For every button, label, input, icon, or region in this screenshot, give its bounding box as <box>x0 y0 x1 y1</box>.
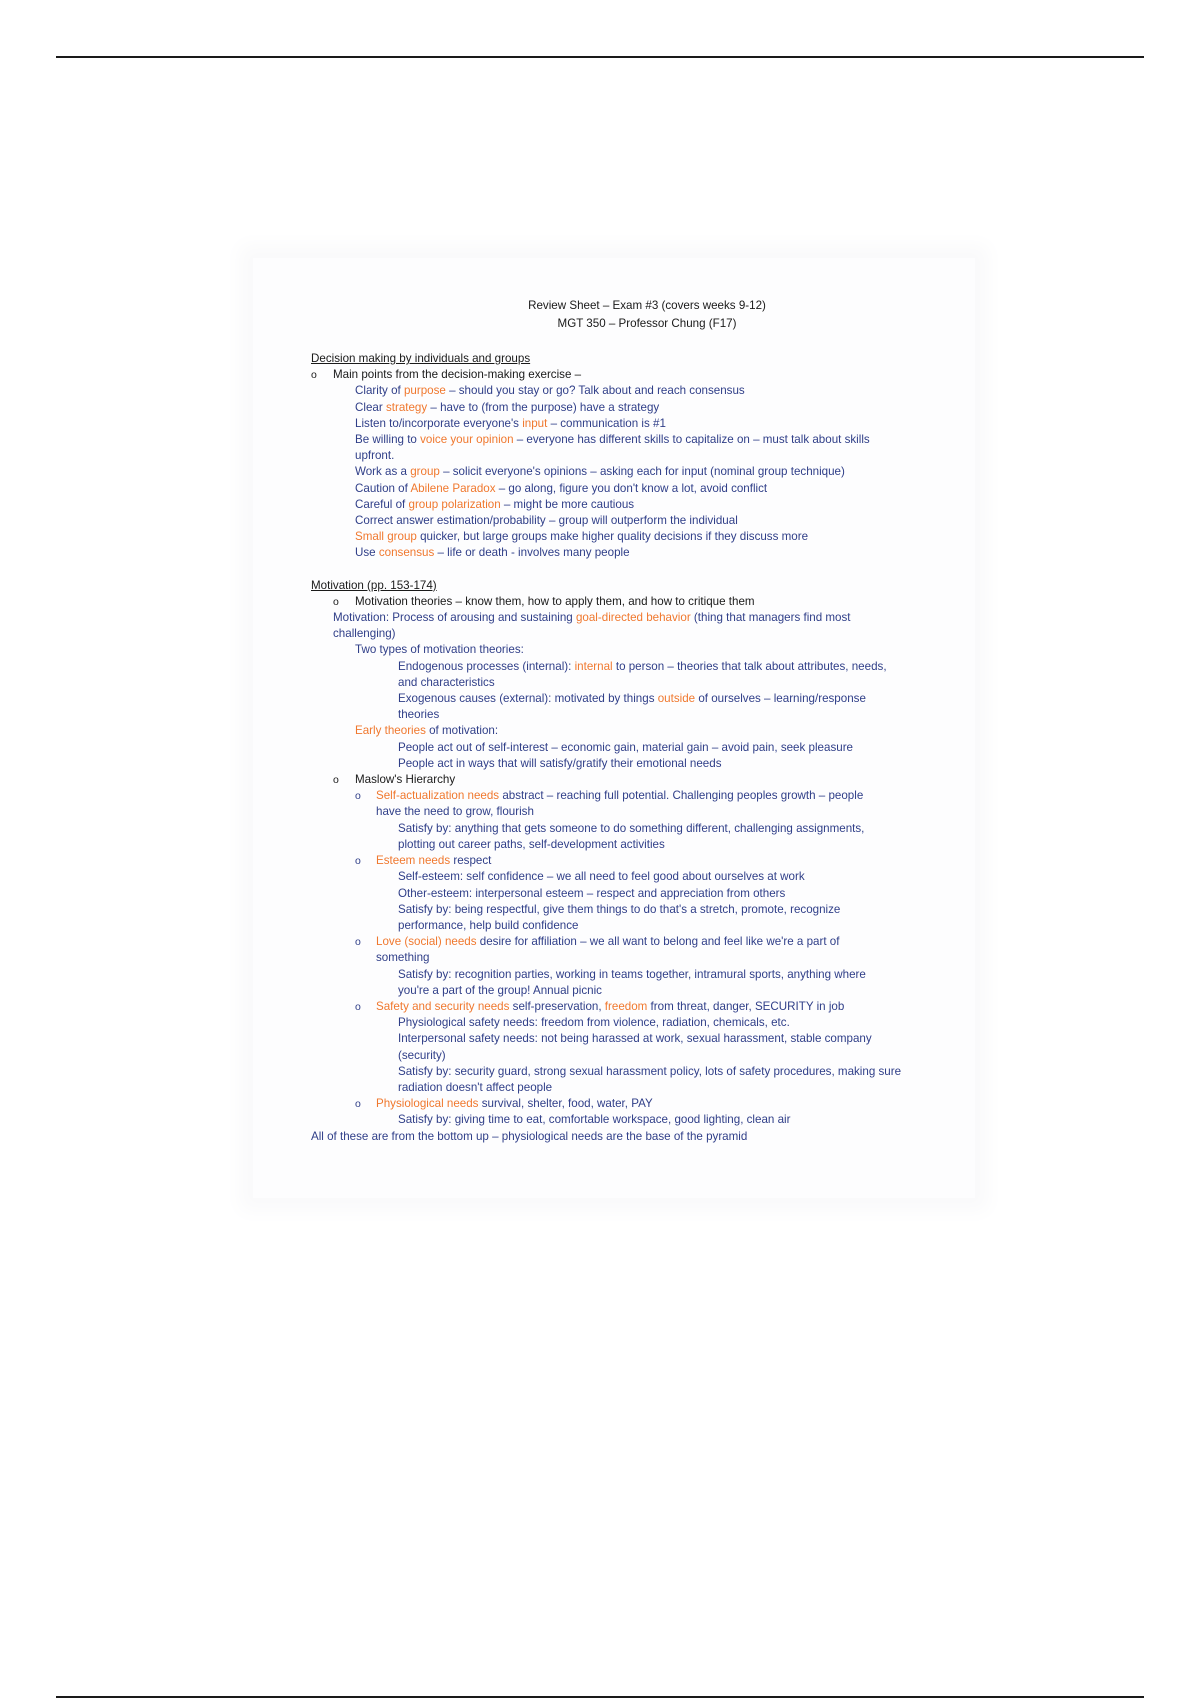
exogenous-item: Exogenous causes (external): motivated by things outside of ourselves – learning/response theories <box>398 692 866 722</box>
esteem-details: Self-esteem: self confidence – we all need to feel good about ourselves at work Other-esteem: interpersonal esteem – respect and appreciation from others Satisfy by: being respectful, give them things to do that's a stretch, promote, recognize performance, help build confidence <box>398 870 841 932</box>
bullet-circle-icon: o <box>333 595 339 608</box>
bullet-circle-icon: o <box>355 790 361 803</box>
satisfy-note: Satisfy by: giving time to eat, comfortable workspace, good lighting, clean air <box>398 1113 791 1127</box>
bullet-circle-icon: o <box>311 369 317 382</box>
page-bottom-rule <box>56 1696 1144 1698</box>
maslow-level-safety: o Safety and security needs self-preservation, freedom from threat, danger, SECURITY in job <box>311 999 971 1015</box>
two-types-heading: Two types of motivation theories: <box>355 643 524 657</box>
list-item: Careful of group polarization – might be more cautious <box>355 497 635 511</box>
section-title-decision-making: Decision making by individuals and groups <box>311 352 531 365</box>
list-item: Small group quicker, but large groups make higher quality decisions if they discuss more <box>355 530 809 544</box>
motivation-definition: Motivation: Process of arousing and sustaining goal-directed behavior (thing that managers find most challenging) <box>333 611 851 641</box>
closing-note: All of these are from the bottom up – physiological needs are the base of the pyramid <box>311 1129 748 1143</box>
bullet-circle-icon: o <box>355 1000 361 1013</box>
list-item: Use consensus – life or death - involves many people <box>355 546 630 560</box>
page-top-rule <box>56 56 1144 58</box>
endogenous-item: Endogenous processes (internal): internal to person – theories that talk about attributes, needs, and characteristics <box>398 659 887 689</box>
list-item: o Main points from the decision-making exercise – <box>311 367 971 383</box>
early-theory-item: People act in ways that will satisfy/gratify their emotional needs <box>398 756 722 770</box>
list-item: Caution of Abilene Paradox – go along, figure you don't know a lot, avoid conflict <box>355 481 768 495</box>
list-item: Listen to/incorporate everyone's input – communication is #1 <box>355 416 666 430</box>
review-document <box>311 297 971 1145</box>
list-item: Work as a group – solicit everyone's opinions – asking each for input (nominal group technique) <box>355 465 845 479</box>
section-title-motivation: Motivation (pp. 153-174) <box>311 578 437 592</box>
maslow-level-love: o Love (social) needs desire for affiliation – we all want to belong and feel like we're a part of something <box>355 935 840 965</box>
bullet-circle-icon: o <box>355 1098 361 1111</box>
early-theory-item: People act out of self-interest – economic gain, material gain – avoid pain, seek pleasure <box>398 740 853 754</box>
bullet-circle-icon: o <box>355 936 361 949</box>
list-item: o Maslow's Hierarchy <box>311 772 971 788</box>
maslow-level-esteem: o Esteem needs respect <box>311 853 971 869</box>
document-header <box>311 297 971 333</box>
satisfy-note: Satisfy by: anything that gets someone to do something different, challenging assignments, plotting out career paths, self-development activities <box>398 821 865 851</box>
list-item: Clarity of purpose – should you stay or go? Talk about and reach consensus <box>355 384 745 398</box>
header-title: Review Sheet – Exam #3 (covers weeks 9-12) <box>528 299 766 312</box>
bullet-circle-icon: o <box>333 774 339 787</box>
maslow-level-self-actualization: o Self-actualization needs abstract – reaching full potential. Challenging peoples growth – people have the need to grow, flourish <box>355 789 864 819</box>
header-course: MGT 350 – Professor Chung (F17) <box>557 317 737 330</box>
list-item: Clear strategy – have to (from the purpose) have a strategy <box>355 400 660 414</box>
list-item: o Motivation theories – know them, how to apply them, and how to critique them <box>311 594 971 610</box>
early-theories-heading: Early theories of motivation: <box>355 724 499 738</box>
list-item: Correct answer estimation/probability – group will outperform the individual <box>355 514 738 528</box>
maslow-level-physiological: o Physiological needs survival, shelter, food, water, PAY <box>311 1096 971 1112</box>
bullet-circle-icon: o <box>355 855 361 868</box>
satisfy-note: Satisfy by: recognition parties, working in teams together, intramural sports, anything where you're a part of the group! Annual picnic <box>398 967 866 997</box>
list-item: Be willing to voice your opinion – everyone has different skills to capitalize on – must talk about skills upfront. <box>355 433 870 463</box>
safety-details: Physiological safety needs: freedom from violence, radiation, chemicals, etc. Interpersonal safety needs: not being harassed at work, sexual harassment, stable company (security) Satisfy by: security guard, strong sexual harassment policy, lots of safety procedures, making sure radiation doesn't affect people <box>398 1016 902 1094</box>
